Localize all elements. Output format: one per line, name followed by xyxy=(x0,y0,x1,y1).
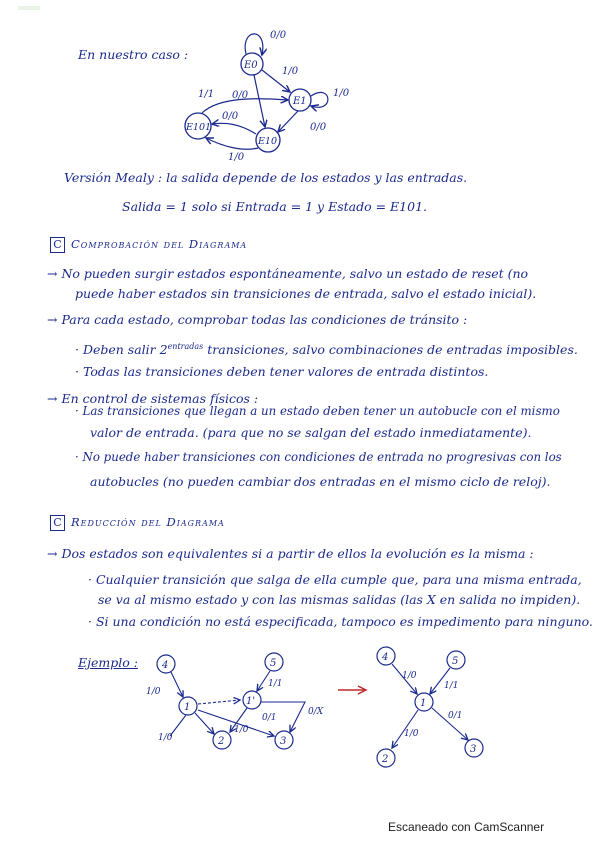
section2-title: Reducción del Diagrama xyxy=(71,515,225,529)
node-4-label: 4 xyxy=(162,660,169,671)
state-e1-label: E1 xyxy=(293,96,307,107)
r-label-1-2: 1/0 xyxy=(404,729,419,739)
s1-line-10: autobucles (no pueden cambiar dos entradas en el mismo ciclo de reloj). xyxy=(90,474,551,489)
r-node-4-label: 4 xyxy=(382,652,389,663)
label-e10-e101-b: 1/0 xyxy=(228,152,245,163)
r-label-1-3: 0/1 xyxy=(448,711,463,721)
s1-line-9: · No puede haber transiciones con condiciones de entrada no progresivas con los xyxy=(75,450,562,464)
state-diagram-1 xyxy=(170,20,380,170)
section1-box: C xyxy=(50,237,65,253)
r-node-2-label: 2 xyxy=(382,754,389,765)
s1-line-8: valor de entrada. (para que no se salgan del estado inmediatamente). xyxy=(90,425,532,440)
left-label-1p-3: 0/X xyxy=(308,707,324,717)
left-label-4-1: 1/0 xyxy=(146,687,161,697)
r-node-3-label: 3 xyxy=(470,744,477,755)
left-label-1p-2: 1/0 xyxy=(234,725,249,735)
node-2-label: 2 xyxy=(218,736,225,747)
state-e0 xyxy=(241,53,263,75)
state-e101-label: E101 xyxy=(186,122,212,133)
scan-mark xyxy=(18,6,40,10)
s1-line-3 xyxy=(75,342,578,357)
s1-line-6: → En control de sistemas físicos : xyxy=(47,391,259,406)
scanner-footer: Escaneado con CamScanner xyxy=(388,820,545,834)
s2-line-1: · Cualquier transición que salga de ella cumple que, para una misma entrada, xyxy=(88,572,582,587)
state-e1 xyxy=(289,89,311,111)
s2-line-2: se va al mismo estado y con las mismas salidas (las X en salida no impiden). xyxy=(98,592,581,607)
state-e101 xyxy=(185,113,211,139)
mealy-line-2: Salida = 1 solo si Entrada = 1 y Estado = E101. xyxy=(122,199,428,214)
node-1-label: 1 xyxy=(184,702,191,713)
s1-line-7: · Las transiciones que llegan a un estado deben tener un autobucle con el mismo xyxy=(75,404,560,418)
section2-box: C xyxy=(50,515,65,531)
s1-superscript: entradas xyxy=(167,342,204,351)
section1-heading xyxy=(50,236,247,253)
label-e0-loop: 0/0 xyxy=(270,30,287,41)
section1-title: Comprobación del Diagrama xyxy=(71,237,248,251)
r-node-1-label: 1 xyxy=(420,698,427,709)
r-label-5-1: 1/1 xyxy=(444,681,459,691)
label-e0-e1: 1/0 xyxy=(282,66,299,77)
label-e1-e10: 0/0 xyxy=(310,122,327,133)
s1-line-5: · Todas las transiciones deben tener valores de entrada distintos. xyxy=(75,364,489,379)
left-label-1-3: 0/1 xyxy=(262,713,277,723)
node-3-label: 3 xyxy=(280,736,287,747)
example-label: Ejemplo : xyxy=(78,655,138,670)
example-diagram-left xyxy=(140,640,340,760)
s1-line-2: → Para cada estado, comprobar todas las condiciones de tránsito : xyxy=(47,312,468,327)
r-node-5-label: 5 xyxy=(452,656,459,667)
reduction-arrow xyxy=(336,684,370,696)
mealy-line-1: Versión Mealy : la salida depende de los estados y las entradas. xyxy=(64,170,468,185)
state-e10-label: E10 xyxy=(258,136,278,147)
state-e0-label: E0 xyxy=(244,60,258,71)
state-e10 xyxy=(256,128,280,152)
s1-line-3b: transiciones, salvo combinaciones de entradas imposibles. xyxy=(203,342,578,358)
left-label-1-2: 1/0 xyxy=(158,733,173,743)
s1-line-1: puede haber estados sin transiciones de entrada, salvo el estado inicial). xyxy=(75,286,537,301)
intro-text: En nuestro caso : xyxy=(78,47,189,62)
s1-line-0: → No pueden surgir estados espontáneamente, salvo un estado de reset (no xyxy=(47,266,529,281)
s2-line-3: · Si una condición no está especificada, tampoco es impedimento para ninguno. xyxy=(88,614,593,629)
r-label-4-1: 1/0 xyxy=(402,671,417,681)
label-e10-e101: 0/0 xyxy=(222,111,239,122)
s2-line-0: → Dos estados son equivalentes si a partir de ellos la evolución es la misma : xyxy=(47,546,534,561)
example-diagram-right xyxy=(370,640,490,775)
node-5-label: 5 xyxy=(270,658,277,669)
left-label-5-1p: 1/1 xyxy=(268,679,283,689)
node-1-prime-label: 1' xyxy=(246,696,256,707)
section2-heading xyxy=(50,514,225,531)
label-e1-loop: 1/0 xyxy=(333,88,350,99)
label-e0-vertical: 0/0 xyxy=(232,90,249,101)
s1-line-3a: · Deben salir 2 xyxy=(75,342,168,358)
label-e101-e1: 1/1 xyxy=(198,89,215,100)
